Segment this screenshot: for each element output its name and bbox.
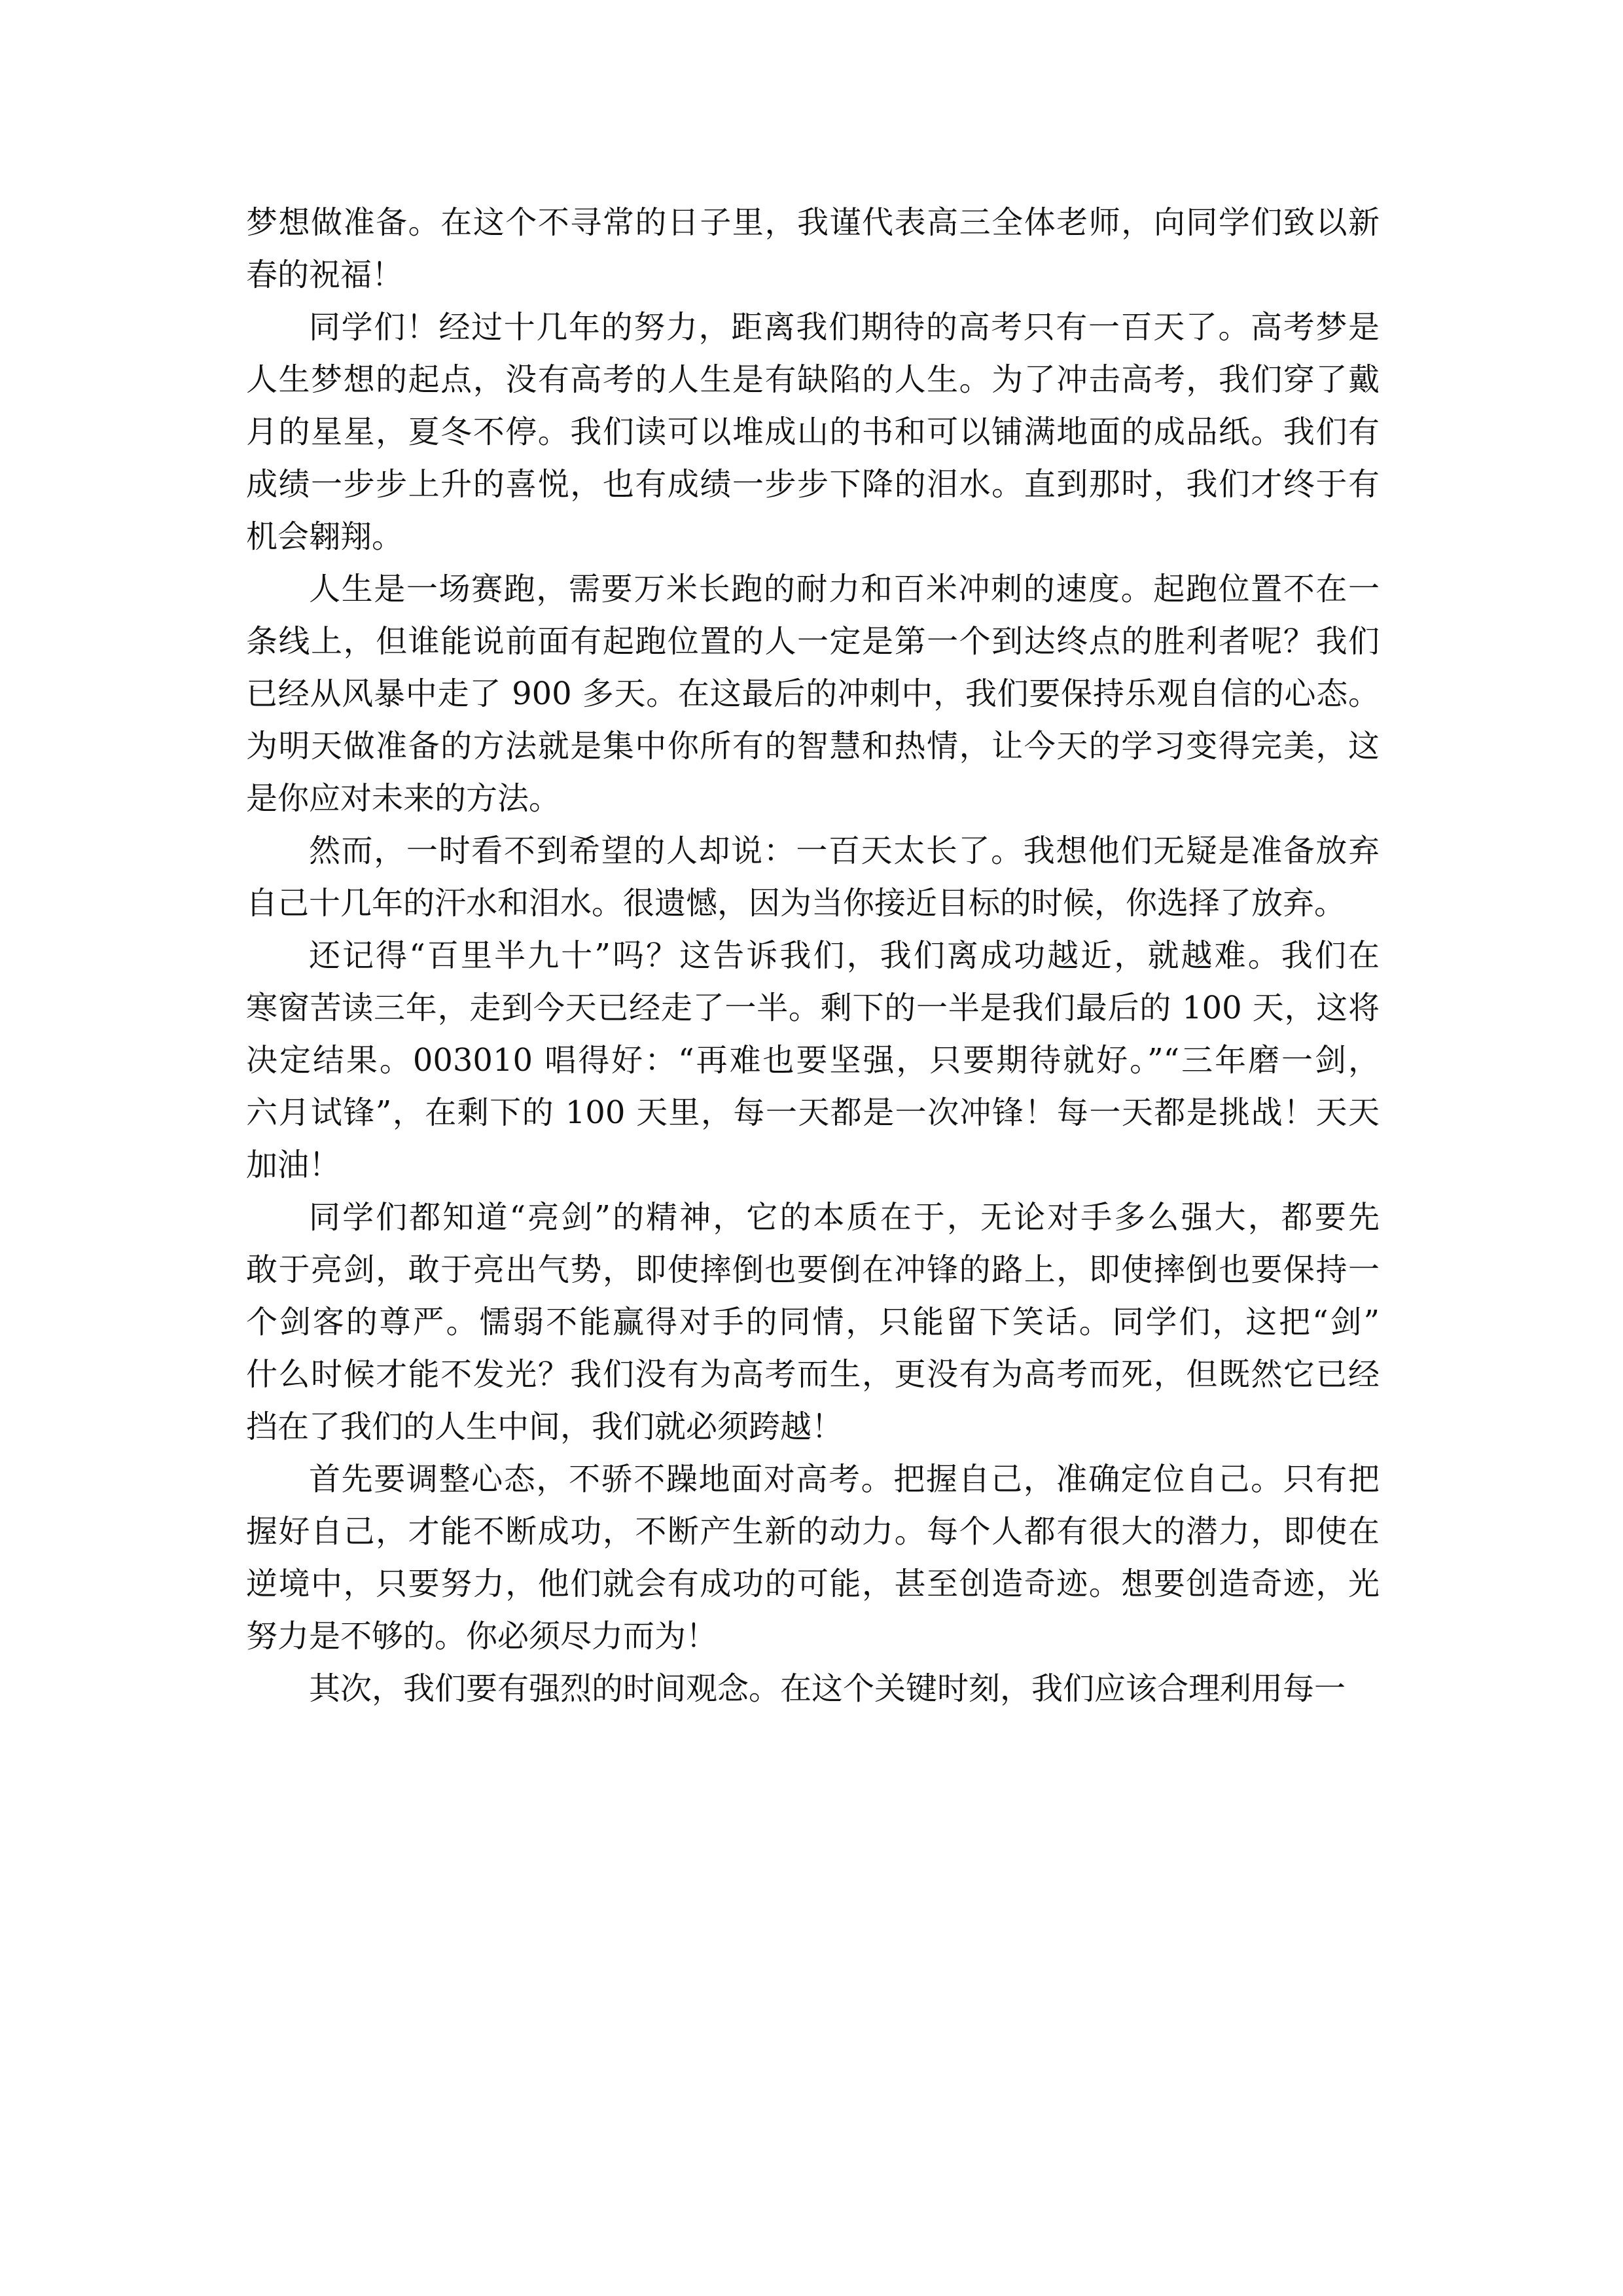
text-line: 六月试锋”，在剩下的 100 天里，每一天都是一次冲锋！每一天都是挑战！天天 xyxy=(246,1094,1380,1131)
paragraph xyxy=(246,563,1380,825)
paragraph xyxy=(246,1191,1380,1453)
paragraph xyxy=(246,301,1380,563)
paragraph xyxy=(246,196,1380,301)
text-line: 还记得“百里半九十”吗？这告诉我们，我们离成功越近，就越难。我们在 xyxy=(309,937,1380,974)
text-line: 敢于亮剑，敢于亮出气势，即使摔倒也要倒在冲锋的路上，即使摔倒也要保持一 xyxy=(246,1251,1380,1288)
text-line: 机会翱翔。 xyxy=(246,518,404,555)
text-line: 寒窗苦读三年，走到今天已经走了一半。剩下的一半是我们最后的 100 天，这将 xyxy=(246,990,1380,1026)
text-line: 决定结果。003010 唱得好：“再难也要坚强，只要期待就好。”“三年磨一剑， xyxy=(246,1042,1380,1079)
text-line: 已经从风暴中走了 900 多天。在这最后的冲刺中，我们要保持乐观自信的心态。 xyxy=(246,675,1380,712)
text-line: 握好自己，才能不断成功，不断产生新的动力。每个人都有很大的潜力，即使在 xyxy=(246,1513,1380,1550)
text-line: 首先要调整心态，不骄不躁地面对高考。把握自己，准确定位自己。只有把 xyxy=(309,1461,1380,1498)
text-line: 然而，一时看不到希望的人却说：一百天太长了。我想他们无疑是准备放弃 xyxy=(309,833,1380,869)
paragraph xyxy=(246,1662,1380,1715)
paragraph xyxy=(246,825,1380,929)
text-line: 挡在了我们的人生中间，我们就必须跨越！ xyxy=(246,1408,844,1445)
text-line: 条线上，但谁能说前面有起跑位置的人一定是第一个到达终点的胜利者呢？我们 xyxy=(246,623,1380,660)
text-line: 自己十几年的汗水和泪水。很遗憾，因为当你接近目标的时候，你选择了放弃。 xyxy=(246,885,1346,922)
text-line: 成绩一步步上升的喜悦，也有成绩一步步下降的泪水。直到那时，我们才终于有 xyxy=(246,466,1380,503)
text-line: 人生是一场赛跑，需要万米长跑的耐力和百米冲刺的速度。起跑位置不在一 xyxy=(309,571,1380,607)
text-line: 梦想做准备。在这个不寻常的日子里，我谨代表高三全体老师，向同学们致以新 xyxy=(246,204,1380,241)
document-page xyxy=(246,196,1380,1715)
text-line: 什么时候才能不发光？我们没有为高考而生，更没有为高考而死，但既然它已经 xyxy=(246,1356,1380,1393)
text-line: 同学们！经过十几年的努力，距离我们期待的高考只有一百天了。高考梦是 xyxy=(309,309,1380,346)
text-line: 人生梦想的起点，没有高考的人生是有缺陷的人生。为了冲击高考，我们穿了戴 xyxy=(246,361,1380,398)
text-line: 努力是不够的。你必须尽力而为！ xyxy=(246,1618,718,1655)
text-line: 其次，我们要有强烈的时间观念。在这个关键时刻，我们应该合理利用每一 xyxy=(309,1670,1346,1707)
text-line: 加油！ xyxy=(246,1147,341,1183)
text-line: 月的星星，夏冬不停。我们读可以堆成山的书和可以铺满地面的成品纸。我们有 xyxy=(246,414,1380,450)
text-line: 同学们都知道“亮剑”的精神，它的本质在于，无论对手多么强大，都要先 xyxy=(309,1199,1380,1236)
text-line: 逆境中，只要努力，他们就会有成功的可能，甚至创造奇迹。想要创造奇迹，光 xyxy=(246,1566,1380,1602)
text-line: 是你应对未来的方法。 xyxy=(246,780,561,817)
text-line: 个剑客的尊严。懦弱不能赢得对手的同情，只能留下笑话。同学们，这把“剑” xyxy=(246,1304,1380,1340)
paragraph xyxy=(246,1453,1380,1662)
text-line: 为明天做准备的方法就是集中你所有的智慧和热情，让今天的学习变得完美，这 xyxy=(246,728,1380,764)
text-line: 春的祝福！ xyxy=(246,257,404,293)
paragraph xyxy=(246,929,1380,1191)
